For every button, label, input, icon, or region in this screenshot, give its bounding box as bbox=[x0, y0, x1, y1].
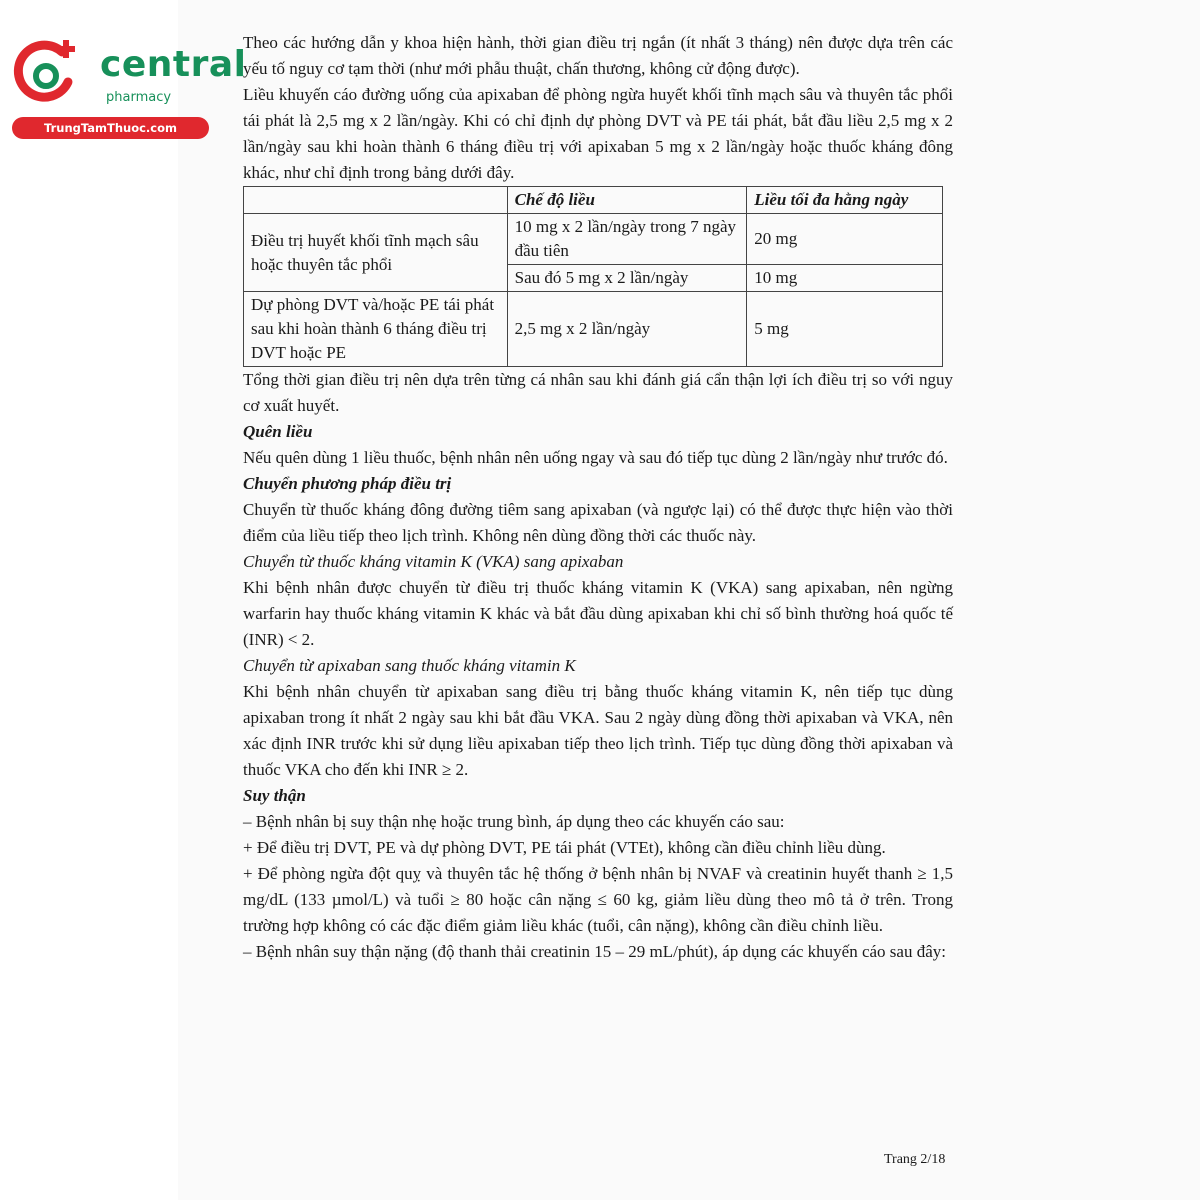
table-row bbox=[244, 292, 943, 367]
table-header-cell bbox=[244, 187, 508, 214]
table-cell-regimen: 2,5 mg x 2 lần/ngày bbox=[507, 292, 747, 367]
paragraph-apixaban-to-vka: Khi bệnh nhân chuyển từ apixaban sang điều trị bằng thuốc kháng vitamin K, nên tiếp tục dùng apixaban trong ít nhất 2 ngày sau khi bắt đầu VKA. Sau 2 ngày dùng đồng thời apixaban và VKA, nên xác định INR trước khi sử dụng liều apixaban tiếp theo lịch trình. Tiếp tục dùng đồng thời apixaban và thuốc VKA cho đến khi INR ≥ 2. bbox=[243, 682, 953, 779]
table-cell-indication-prevention: Dự phòng DVT và/hoặc PE tái phát sau khi hoàn thành 6 tháng điều trị DVT hoặc PE bbox=[244, 292, 508, 367]
document-body bbox=[243, 30, 953, 965]
heading-renal-impairment: Suy thận bbox=[243, 786, 306, 805]
logo-wordmark: central bbox=[100, 44, 247, 85]
paragraph-treatment-duration: Theo các hướng dẫn y khoa hiện hành, thời gian điều trị ngắn (ít nhất 3 tháng) nên được dựa trên các yếu tố nguy cơ tạm thời (như mới phẫu thuật, chấn thương, không cử động được). bbox=[243, 33, 953, 78]
paragraph-renal-severe: – Bệnh nhân suy thận nặng (độ thanh thải creatinin 15 – 29 mL/phút), áp dụng các khuyến cáo sau đây: bbox=[243, 942, 946, 961]
subheading-apixaban-to-vka: Chuyển từ apixaban sang thuốc kháng vitamin K bbox=[243, 656, 576, 675]
table-header-max-dose: Liều tối đa hằng ngày bbox=[747, 187, 943, 214]
table-row bbox=[244, 214, 943, 265]
dosing-table bbox=[243, 186, 943, 367]
paragraph-switching-parenteral: Chuyển từ thuốc kháng đông đường tiêm sang apixaban (và ngược lại) có thể được thực hiện vào thời điểm của liều tiếp theo lịch trình. Không nên dùng đồng thời các thuốc này. bbox=[243, 500, 953, 545]
table-cell-max-dose: 10 mg bbox=[747, 265, 943, 292]
paragraph-recommended-dose: Liều khuyến cáo đường uống của apixaban để phòng ngừa huyết khối tĩnh mạch sâu và thuyên tắc phổi tái phát là 2,5 mg x 2 lần/ngày. Khi có chỉ định dự phòng DVT và PE tái phát, bắt đầu liều 2,5 mg x 2 lần/ngày sau khi hoàn thành 6 tháng điều trị với apixaban 5 mg x 2 lần/ngày hoặc thuốc kháng đông khác, như chỉ định trong bảng dưới đây. bbox=[243, 85, 953, 182]
paragraph-missed-dose: Nếu quên dùng 1 liều thuốc, bệnh nhân nên uống ngay và sau đó tiếp tục dùng 2 lần/ngày như trước đó. bbox=[243, 448, 948, 467]
table-cell-indication-treatment: Điều trị huyết khối tĩnh mạch sâu hoặc thuyên tắc phổi bbox=[244, 214, 508, 292]
heading-switching-treatment: Chuyển phương pháp điều trị bbox=[243, 474, 452, 493]
table-cell-regimen: Sau đó 5 mg x 2 lần/ngày bbox=[507, 265, 747, 292]
table-cell-regimen: 10 mg x 2 lần/ngày trong 7 ngày đầu tiên bbox=[507, 214, 747, 265]
pharmacy-logo-icon bbox=[12, 38, 82, 108]
central-pharmacy-logo[interactable] bbox=[12, 38, 247, 138]
paragraph-renal-dvt-pe: + Để điều trị DVT, PE và dự phòng DVT, PE tái phát (VTEt), không cần điều chỉnh liều dùng. bbox=[243, 838, 886, 857]
table-cell-max-dose: 5 mg bbox=[747, 292, 943, 367]
page-number: Trang 2/18 bbox=[884, 1152, 946, 1167]
subheading-vka-to-apixaban: Chuyển từ thuốc kháng vitamin K (VKA) sang apixaban bbox=[243, 552, 624, 571]
heading-missed-dose: Quên liều bbox=[243, 422, 313, 441]
paragraph-vka-to-apixaban: Khi bệnh nhân được chuyển từ điều trị thuốc kháng vitamin K (VKA) sang apixaban, nên ngừng warfarin hay thuốc kháng vitamin K khác và bắt đầu dùng apixaban khi chỉ số bình thường hoá quốc tế (INR) < 2. bbox=[243, 578, 953, 649]
paragraph-renal-nvaf: + Để phòng ngừa đột quỵ và thuyên tắc hệ thống ở bệnh nhân bị NVAF và creatinin huyết thanh ≥ 1,5 mg/dL (133 µmol/L) và tuổi ≥ 80 hoặc cân nặng ≤ 60 kg, giảm liều dùng theo mô tả ở trên. Trong trường hợp không có các đặc điểm giảm liều khác (tuổi, cân nặng), không cần điều chỉnh liều. bbox=[243, 864, 953, 935]
table-cell-max-dose: 20 mg bbox=[747, 214, 943, 265]
table-header-row bbox=[244, 187, 943, 214]
logo-url-badge[interactable]: TrungTamThuoc.com bbox=[12, 117, 209, 139]
paragraph-total-duration: Tổng thời gian điều trị nên dựa trên từng cá nhân sau khi đánh giá cẩn thận lợi ích điều trị so với nguy cơ xuất huyết. bbox=[243, 370, 953, 415]
table-header-regimen: Chế độ liều bbox=[507, 187, 747, 214]
paragraph-renal-mild-moderate: – Bệnh nhân bị suy thận nhẹ hoặc trung bình, áp dụng theo các khuyến cáo sau: bbox=[243, 812, 785, 831]
logo-subtitle: pharmacy bbox=[106, 90, 172, 105]
